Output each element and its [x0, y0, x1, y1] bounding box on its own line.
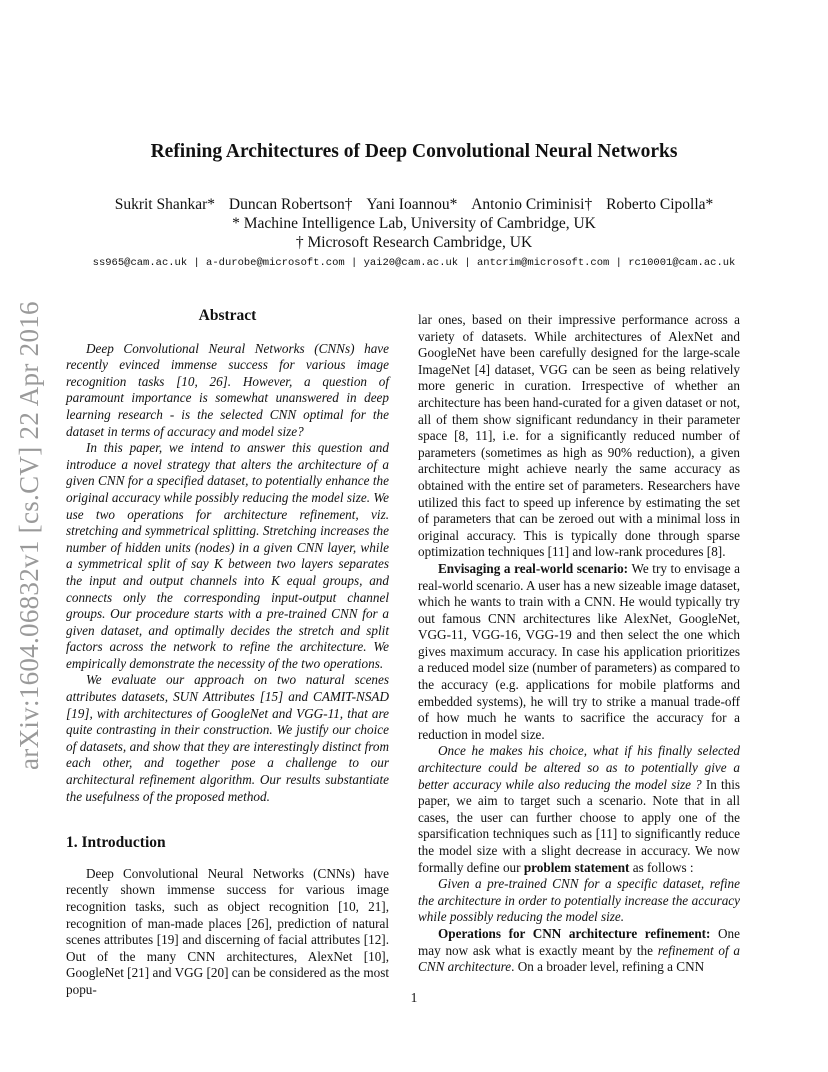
author: Antonio Criminisi† [471, 196, 593, 213]
paragraph-text: We try to envisage a real-world scenario. A user has a new sizeable image dataset, which he wants to train with a CNN. He would typically try out famous CNN architectures like AlexNet, GoogleNet, VGG-11, VGG-16, VGG-19 and then select the one which gives maximum accuracy. In case his application prioritizes a reduced model size (number of parameters) as compared to the accuracy (e.g. applications for mobile platforms and embedded systems), he will try to strike a manual trade-off of how much he wants to sacrifice the accuracy for a reduction in model size. [418, 560, 741, 742]
author-list [0, 196, 828, 214]
right-column [418, 312, 740, 976]
emphasis-text: Once he makes his choice, what if his finally selected architecture could be altered so as to potentially give a better accuracy while also reducing the model size ? [418, 743, 740, 792]
paper-title: Refining Architectures of Deep Convolutional Neural Networks [150, 141, 678, 162]
paragraph-run-in-heading: Operations for CNN architecture refinement: [438, 925, 711, 941]
paragraph-text: . On a broader level, refining a CNN [511, 959, 705, 975]
body-paragraph [418, 926, 740, 976]
abstract-paragraph: Deep Convolutional Neural Networks (CNNs) have recently evinced immense success for various image recognition tasks [10, 26]. However, a question of paramount importance is somewhat unanswered in deep learning research - is the selected CNN optimal for the dataset in terms of accuracy and model size? [66, 340, 389, 439]
affiliation-cambridge: * Machine Intelligence Lab, University of Cambridge, UK [232, 215, 596, 232]
body-paragraph [418, 561, 740, 744]
problem-statement: Given a pre-trained CNN for a specific dataset, refine the architecture in order to potentially increase the accuracy while possibly reducing the model size. [418, 876, 740, 925]
paragraph-text: as follows : [629, 859, 694, 875]
author-emails: ss965@cam.ac.uk | a-durobe@microsoft.com | yai20@cam.ac.uk | antcrim@microsoft.com | rc10001@cam.ac.uk [92, 257, 736, 269]
emphasis-text: refinement of a CNN architecture [418, 942, 740, 975]
bold-term: problem statement [523, 859, 630, 875]
author: Duncan Robertson† [228, 196, 353, 213]
left-column [66, 308, 389, 999]
abstract [66, 341, 389, 806]
affiliation-microsoft: † Microsoft Research Cambridge, UK [295, 234, 533, 251]
abstract-paragraph: In this paper, we intend to answer this question and introduce a novel strategy that alters the architecture of a given CNN for a specified dataset, to potentially enhance the original accuracy while possibly reducing the model size. We use two operations for architecture refinement, viz. stretching and symmetrical splitting. Stretching increases the number of hidden units (nodes) in a given CNN layer, while a symmetrical split of say K between two layers separates the input and output channels into K equal groups, and connects only the corresponding input-output channel groups. Our procedure starts with a pre-trained CNN for a given dataset, and optimally decides the stretch and split factors across the network to refine the architecture. We empirically demonstrate the necessity of the two operations. [66, 440, 389, 671]
body-paragraph: lar ones, based on their impressive performance across a variety of datasets. While architectures of AlexNet and GoogleNet have been carefully designed for the large-scale ImageNet [4] dataset, VGG can be seen as being relatively more generic in curation. Irrespective of whether an architecture has been hand-curated for a given dataset or not, all of them show significant redundancy in their parameter space [8, 11], i.e. for a significantly reduced number of parameters (sometimes as high as 90% reduction), a given architecture might achieve nearly the same accuracy as obtained with the entire set of parameters. Researchers have utilized this fact to speed up inference by estimating the set of parameters that can be zeroed out with a minimal loss in original accuracy. This is typically done through sparse optimization techniques [11] and low-rank procedures [8]. [418, 312, 740, 560]
section-heading-introduction: 1. Introduction [66, 834, 166, 852]
author: Roberto Cipolla* [606, 196, 714, 213]
author: Sukrit Shankar* [114, 196, 216, 213]
author: Yani Ioannou* [366, 196, 458, 213]
paragraph-text: One may now ask what is exactly meant by the [418, 925, 740, 958]
arxiv-watermark [14, 250, 54, 770]
paragraph-text: In this paper, we aim to target such a scenario. Note that in all cases, the user can further choose to apply one of the sparsification techniques such as [11] to significantly reduce the model size with a slight decrease in accuracy. We now formally define our [418, 776, 740, 875]
abstract-paragraph: We evaluate our approach on two natural scenes attributes datasets, SUN Attributes [15] and CAMIT-NSAD [19], with architectures of GoogleNet and VGG-11, that are quite contrasting in their construction. We justify our choice of datasets, and show that they are interestingly distinct from each other, and together pose a challenge to our architectural refinement algorithm. Our results substantiate the usefulness of the proposed method. [66, 672, 389, 804]
paragraph-run-in-heading: Envisaging a real-world scenario: [438, 560, 629, 576]
intro-paragraph: Deep Convolutional Neural Networks (CNNs) have recently shown immense success for various image recognition tasks, such as object recognition [10, 21], recognition of man-made places [26], prediction of natural scenes attributes [19] and discerning of facial attributes [12]. Out of the many CNN architectures, AlexNet [10], GoogleNet [21] and VGG [20] can be considered as the most popu- [66, 865, 389, 997]
abstract-heading: Abstract [198, 307, 257, 324]
arxiv-watermark-text: arXiv:1604.06832v1 [cs.CV] 22 Apr 2016 [14, 301, 44, 770]
page-number: 1 [410, 990, 418, 1005]
body-paragraph [418, 743, 740, 876]
